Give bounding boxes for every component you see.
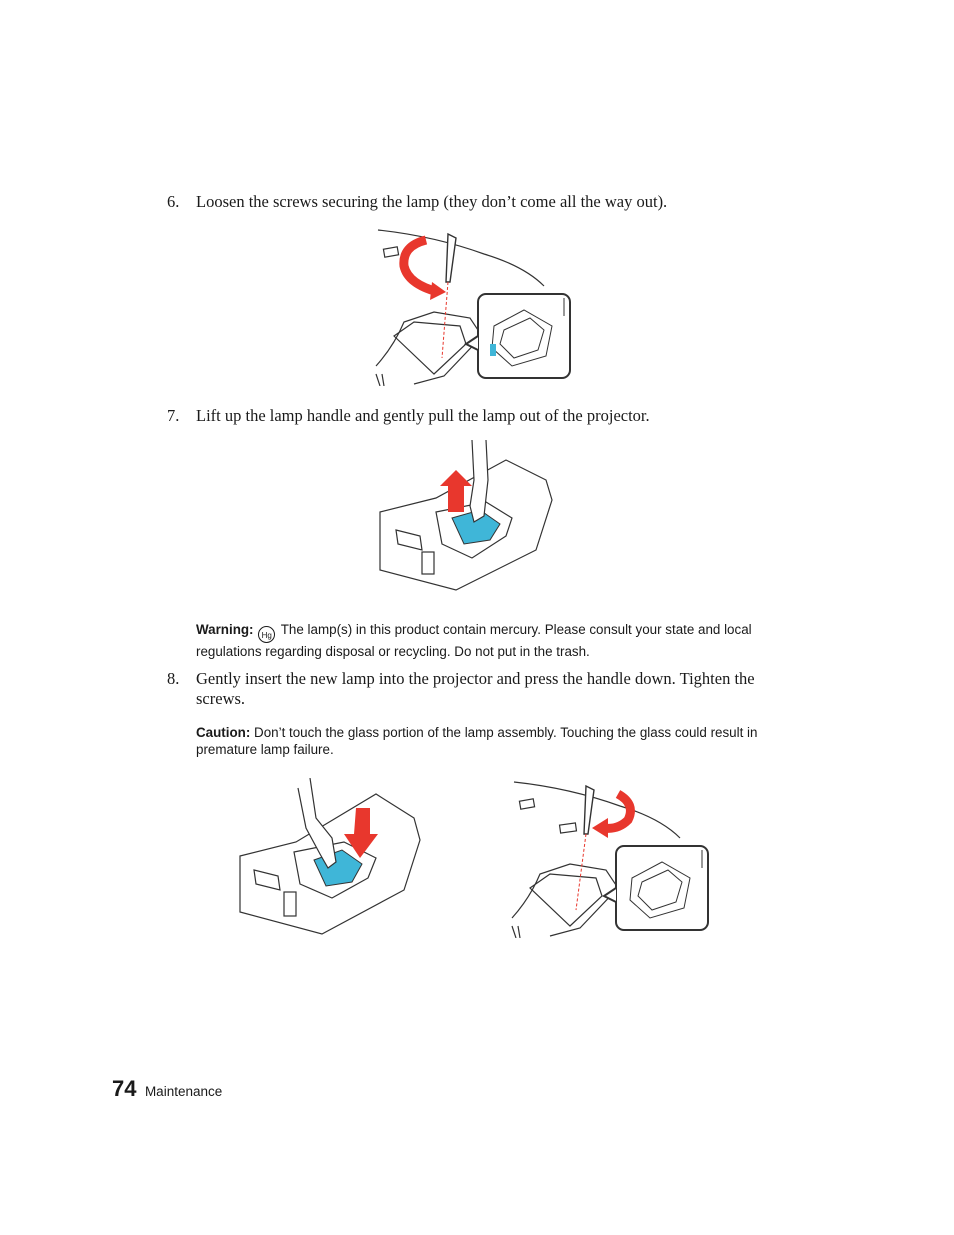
caution-note <box>196 724 781 758</box>
step-text: Lift up the lamp handle and gently pull the lamp out of the projector. <box>196 406 650 425</box>
warning-label: Warning: <box>196 622 254 637</box>
loosen-screws-illustration <box>374 226 574 386</box>
step-text: Loosen the screws securing the lamp (they don’t come all the way out). <box>196 192 668 211</box>
warning-note <box>196 621 781 660</box>
tighten-screws-illustration <box>510 778 712 938</box>
caution-text: Don’t touch the glass portion of the lamp assembly. Touching the glass could result in premature lamp failure. <box>196 725 758 757</box>
step-7 <box>167 406 777 426</box>
hand-icon <box>298 778 336 868</box>
step-number: 6. <box>167 192 180 211</box>
step-number: 8. <box>167 669 180 688</box>
down-arrow-icon <box>344 808 378 858</box>
section-name: Maintenance <box>144 1084 223 1099</box>
step-8 <box>167 669 777 709</box>
remove-lamp-illustration <box>376 440 558 595</box>
rotate-arrow-icon <box>404 240 446 300</box>
mercury-hg-icon: Hg <box>258 626 275 643</box>
hand-icon <box>470 440 488 522</box>
step-number: 7. <box>167 406 180 425</box>
screwdriver-icon <box>576 786 594 910</box>
rotate-arrow-icon <box>592 794 630 838</box>
caution-label: Caution: <box>196 725 251 740</box>
step-text: Gently insert the new lamp into the projector and press the handle down. Tighten the screws. <box>196 669 755 708</box>
insert-lamp-illustration <box>236 778 424 938</box>
page-number: 74 <box>112 1076 137 1101</box>
warning-text: The lamp(s) in this product contain mercury. Please consult your state and local regulations regarding disposal or recycling. Do not put in the trash. <box>196 622 752 659</box>
screwdriver-icon <box>442 234 456 358</box>
step-6 <box>167 192 777 212</box>
page-footer <box>112 1076 222 1102</box>
